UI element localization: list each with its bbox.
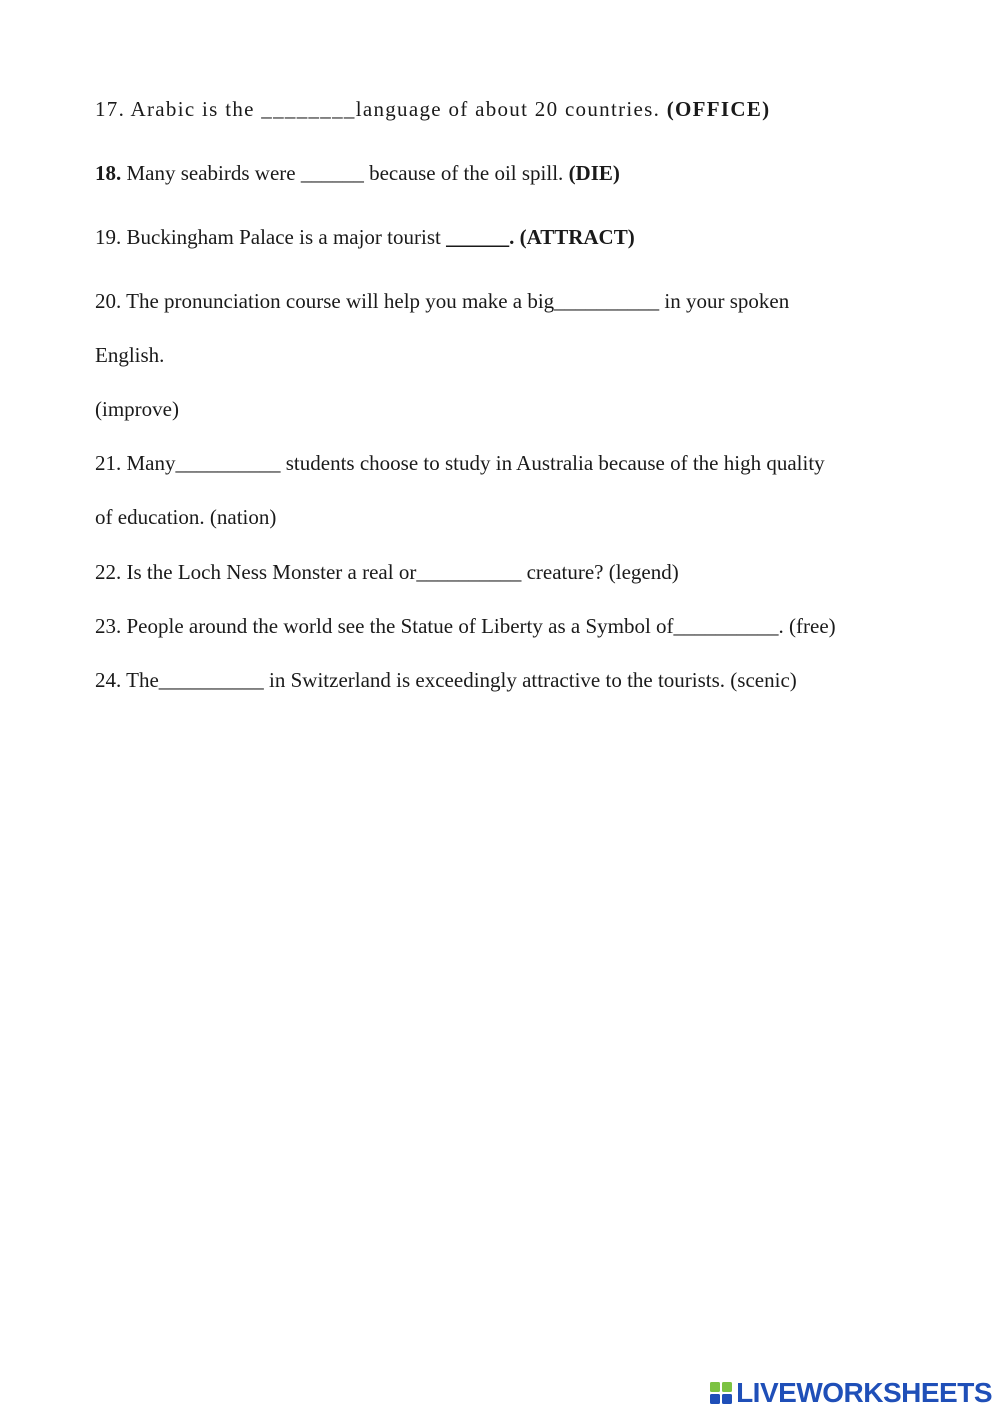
question-19-text: Buckingham Palace is a major tourist [121, 225, 447, 249]
question-21-text: Many__________ students choose to study in Australia because of the high quality [121, 451, 825, 475]
question-21-continuation: of education. (nation) [95, 505, 277, 529]
question-24-text: The__________ in Switzerland is exceedingly attractive to the tourists. (scenic) [121, 668, 797, 692]
question-20-continuation: English. [95, 343, 165, 367]
question-17-hint: (OFFICE) [666, 97, 771, 121]
question-20-number: 20. [95, 289, 122, 313]
question-24-number: 24. [95, 668, 122, 692]
question-17-text: Arabic is the ________language of about 20 countries. [125, 97, 667, 121]
question-17 [95, 96, 770, 122]
question-18-number: 18. [95, 161, 122, 185]
question-23-number: 23. [95, 614, 122, 638]
question-18-text: Many seabirds were ______ because of the oil spill. [121, 161, 569, 185]
question-22-number: 22. [95, 560, 122, 584]
question-19-number: 19. [95, 225, 122, 249]
question-20-hint: (improve) [95, 397, 179, 421]
liveworksheets-logo-icon [710, 1382, 732, 1404]
question-24 [95, 667, 797, 693]
question-20 [95, 288, 789, 314]
question-19 [95, 224, 635, 250]
question-19-hint: ______. (ATTRACT) [446, 225, 635, 249]
liveworksheets-logo [710, 1379, 992, 1407]
question-20-text: The pronunciation course will help you make a big__________ in your spoken [121, 289, 790, 313]
question-21-number: 21. [95, 451, 122, 475]
question-22-text: Is the Loch Ness Monster a real or__________ creature? (legend) [121, 560, 679, 584]
question-17-number: 17. [95, 97, 126, 121]
question-23-text: People around the world see the Statue of Liberty as a Symbol of__________. (free) [121, 614, 836, 638]
question-18-hint: (DIE) [568, 161, 620, 185]
question-22 [95, 559, 679, 585]
question-23 [95, 613, 836, 639]
question-18 [95, 160, 620, 186]
question-21 [95, 450, 825, 476]
liveworksheets-logo-text: LIVEWORKSHEETS [736, 1377, 992, 1408]
